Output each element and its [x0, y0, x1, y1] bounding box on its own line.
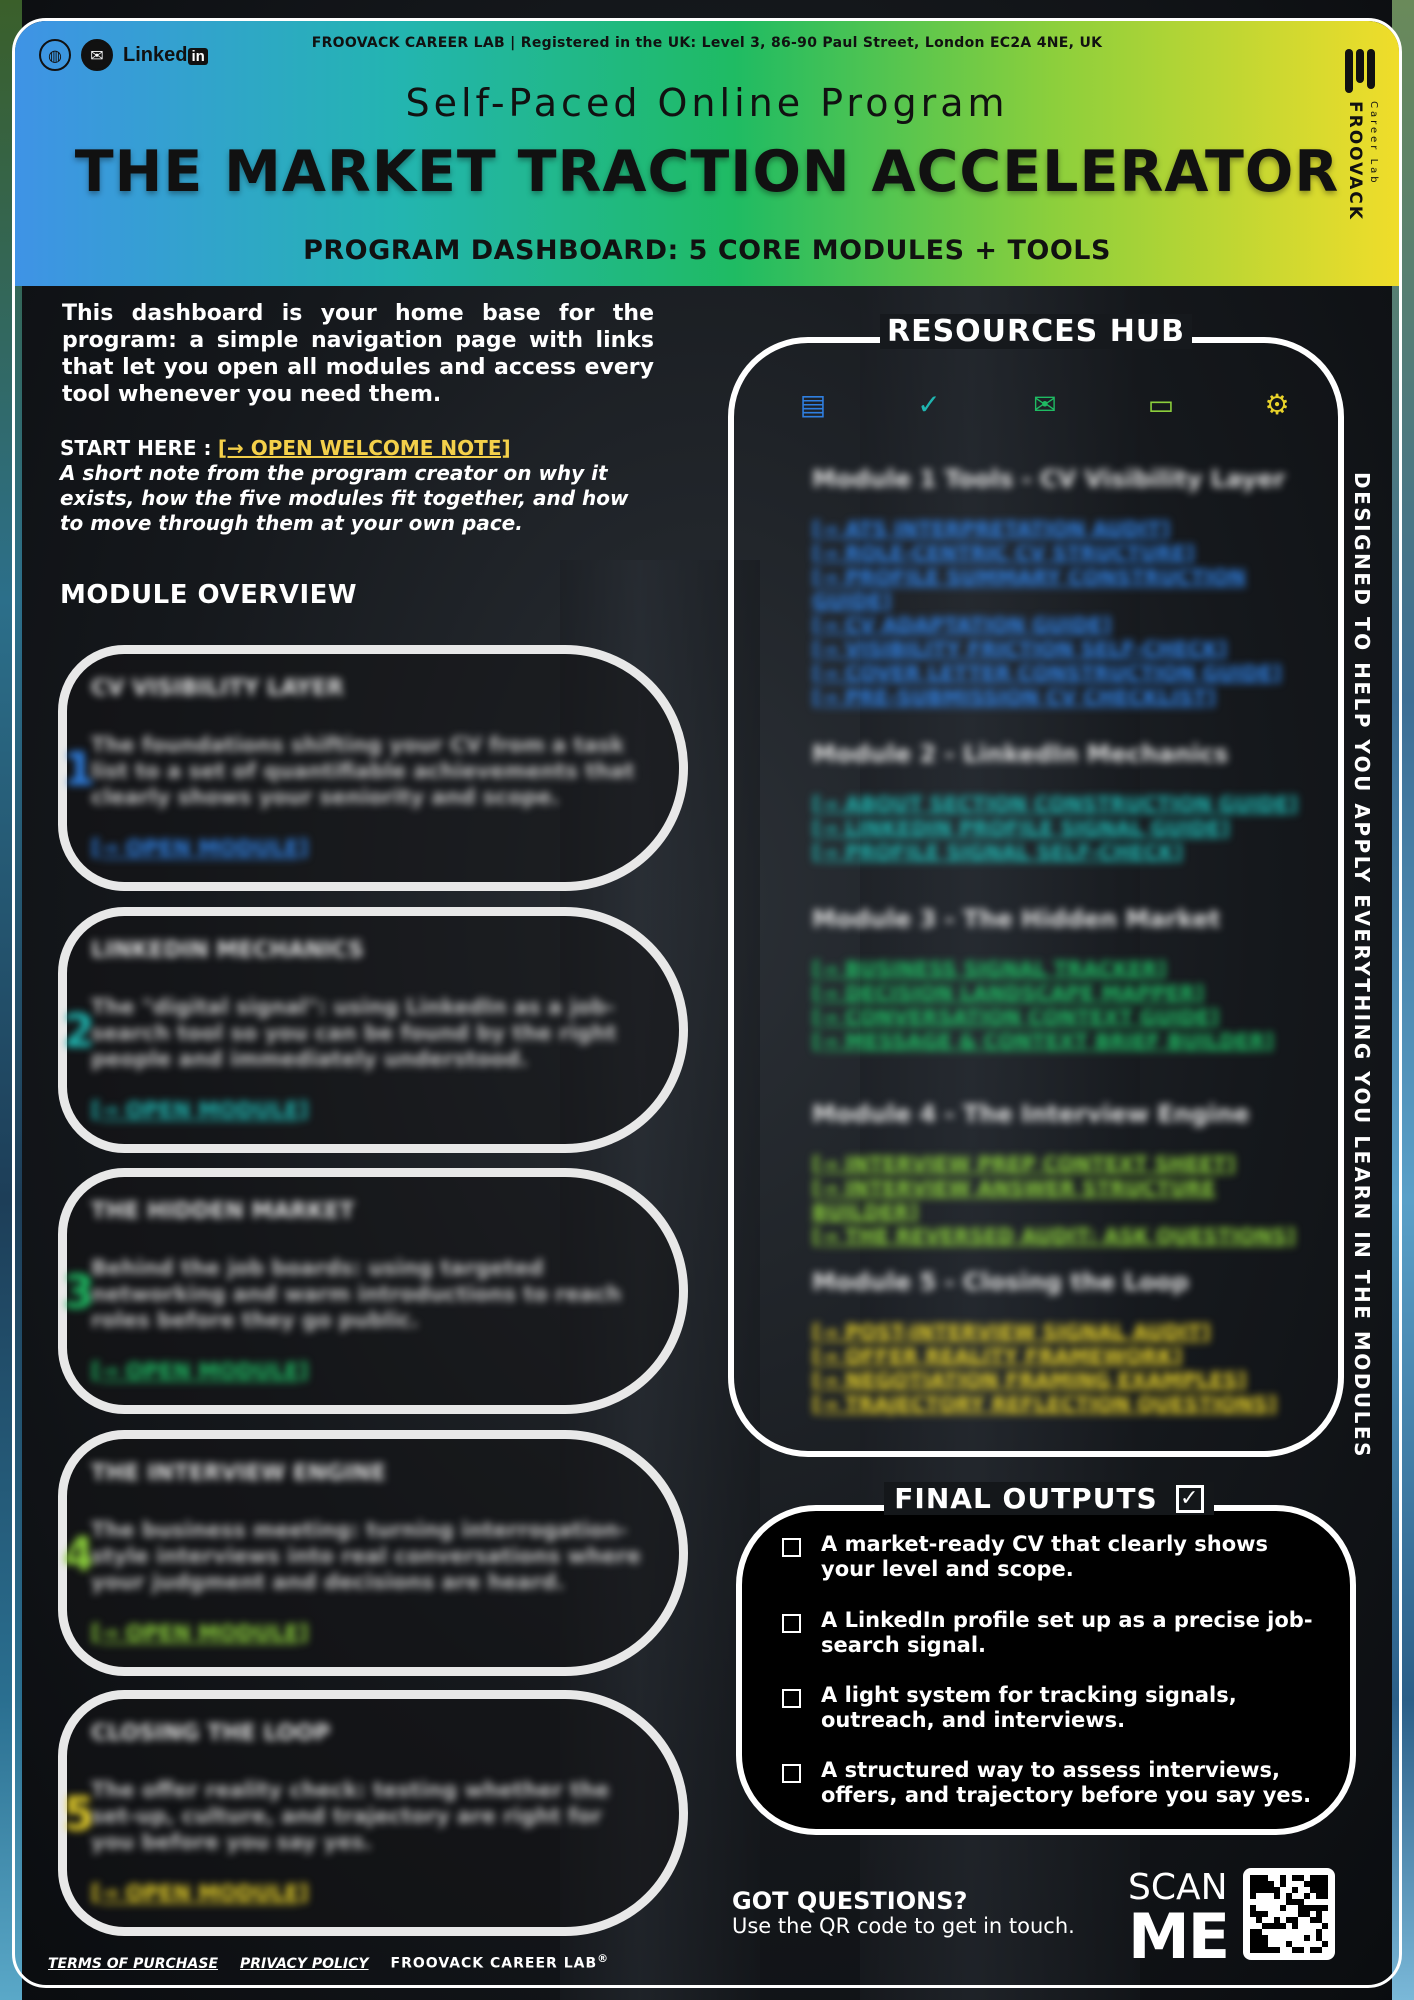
open-module-link[interactable]: [→ OPEN MODULE]: [91, 1359, 309, 1383]
program-subtitle: Self-Paced Online Program: [405, 81, 1009, 125]
footer-brand-name: FROOVACK CAREER LAB: [390, 1955, 598, 1972]
open-module-link[interactable]: [→ OPEN MODULE]: [91, 1621, 309, 1645]
brand-logo: [1341, 49, 1385, 269]
tool-link[interactable]: [→ INTERVIEW PREP CONTEXT SHEET]: [812, 1152, 1236, 1176]
tool-link[interactable]: [→ PRE-SUBMISSION CV CHECKLIST]: [812, 685, 1216, 709]
dashboard-line: PROGRAM DASHBOARD: 5 CORE MODULES + TOOLS: [303, 235, 1111, 266]
tool-link[interactable]: [→ TRAJECTORY REFLECTION QUESTIONS]: [812, 1392, 1277, 1416]
checkbox[interactable]: [782, 1764, 801, 1783]
module-description: The business meeting: turning interrogation-style interviews into real conversations where your judgment and decisions are heard.: [91, 1518, 641, 1594]
tool-link[interactable]: [→ OFFER REALITY FRAMEWORK]: [812, 1344, 1183, 1368]
browser-icon: ▭: [1147, 387, 1175, 421]
start-label: START HERE :: [60, 436, 212, 460]
module-title: CLOSING THE LOOP: [91, 1721, 331, 1746]
welcome-note-link[interactable]: [→ OPEN WELCOME NOTE]: [217, 436, 511, 460]
registered-mark: ®: [597, 1952, 610, 1965]
module-number: 5: [63, 1787, 96, 1841]
tool-link[interactable]: [→ BUSINESS SIGNAL TRACKER]: [812, 957, 1167, 981]
intro-text: This dashboard is your home base for the program: a simple navigation page with links that let you open all modules and access every tool whenever you need them.: [62, 301, 654, 407]
module-title: THE HIDDEN MARKET: [91, 1199, 355, 1224]
gear-dollar-icon: ⚙: [1264, 387, 1290, 421]
final-output-item: [782, 1683, 1322, 1733]
start-here: [60, 436, 654, 536]
linkedin-icon: in: [188, 48, 207, 65]
open-module-link[interactable]: [→ OPEN MODULE]: [91, 1881, 309, 1905]
tool-link[interactable]: [→ DECISION LANDSCAPE MAPPER]: [812, 981, 1205, 1005]
footer: [48, 1952, 609, 1972]
tool-group-title: Module 4 - The Interview Engine: [812, 1100, 1250, 1128]
tool-link[interactable]: [→ COVER LETTER CONSTRUCTION GUIDE]: [812, 661, 1282, 685]
final-output-text: A structured way to assess interviews, offers, and trajectory before you say yes.: [821, 1758, 1312, 1807]
module-card: [58, 1690, 688, 1936]
final-output-text: A LinkedIn profile set up as a precise job-search signal.: [821, 1608, 1313, 1657]
checkbox[interactable]: [782, 1538, 801, 1557]
tool-group: [812, 1100, 1312, 1248]
module-title: THE INTERVIEW ENGINE: [91, 1461, 386, 1486]
module-overview-title: MODULE OVERVIEW: [60, 580, 358, 610]
tool-link[interactable]: [→ ROLE-CENTRIC CV STRUCTURE]: [812, 541, 1195, 565]
tool-group: [812, 1268, 1312, 1416]
final-output-item: [782, 1758, 1322, 1808]
tool-group-title: Module 1 Tools - CV Visibility Layer: [812, 465, 1286, 493]
side-tagline: DESIGNED TO HELP YOU APPLY EVERYTHING YOU LEARN IN THE MODULES: [1350, 472, 1374, 1459]
questions-title: GOT QUESTIONS?: [732, 1887, 968, 1915]
me-text: ME: [1128, 1900, 1229, 1973]
globe-icon[interactable]: ◍: [39, 39, 71, 71]
module-description: The "digital signal": using LinkedIn as a job-search tool so you can be found by the right people and immediately understood.: [91, 995, 617, 1071]
module-card: [58, 907, 688, 1153]
module-title: CV VISIBILITY LAYER: [91, 676, 344, 701]
module-number: 1: [63, 742, 96, 796]
tool-link[interactable]: [→ MESSAGE & CONTEXT BRIEF BUILDER]: [812, 1029, 1274, 1053]
module-number: 2: [63, 1004, 96, 1058]
module-card: [58, 1430, 688, 1676]
module-title: LINKEDIN MECHANICS: [91, 938, 364, 963]
qr-code[interactable]: [1243, 1868, 1335, 1960]
tool-link[interactable]: [→ THE REVERSED AUDIT: ASK QUESTIONS]: [812, 1224, 1296, 1248]
tool-link[interactable]: [→ INTERVIEW ANSWER STRUCTURE BUILDER]: [812, 1176, 1216, 1224]
program-title: THE MARKET TRACTION ACCELERATOR: [74, 139, 1340, 205]
module-card: [58, 645, 688, 891]
tool-group: [812, 465, 1312, 709]
brand-name: FROOVACK: [1345, 101, 1365, 221]
cv-icon: ▤: [799, 387, 827, 421]
start-description: A short note from the program creator on why it exists, how the five modules fit together, and how to move through them at your own pace.: [60, 461, 629, 535]
tool-link[interactable]: [→ PROFILE SUMMARY CONSTRUCTION GUIDE]: [812, 565, 1246, 613]
module-number: 3: [63, 1265, 96, 1319]
module-description: Behind the job boards: using targeted networking and warm introductions to reach roles before they go public.: [91, 1256, 622, 1332]
terms-link[interactable]: TERMS OF PURCHASE: [48, 1955, 219, 1972]
resources-hub-icons: [795, 386, 1295, 422]
final-output-text: A light system for tracking signals, outreach, and interviews.: [821, 1683, 1237, 1732]
open-module-link[interactable]: [→ OPEN MODULE]: [91, 836, 309, 860]
tool-link[interactable]: [→ CONVERSATION CONTEXT GUIDE]: [812, 1005, 1220, 1029]
brand-tagline: Career Lab: [1368, 101, 1379, 186]
tool-link[interactable]: [→ PROFILE SIGNAL SELF-CHECK]: [812, 840, 1184, 864]
tool-group-title: Module 2 - LinkedIn Mechanics: [812, 740, 1229, 768]
final-outputs-label: FINAL OUTPUTS: [894, 1482, 1158, 1515]
module-description: The offer reality check: testing whether the set-up, culture, and trajectory are right for you before you say yes.: [91, 1778, 610, 1854]
final-output-text: A market-ready CV that clearly shows your level and scope.: [821, 1532, 1269, 1581]
scan-text: SCAN: [1128, 1867, 1228, 1908]
tool-group: [812, 740, 1312, 864]
checkbox[interactable]: [782, 1614, 801, 1633]
checkbox-checked-icon: ✓: [1176, 1485, 1204, 1513]
froovack-logo-icon: [1345, 49, 1379, 93]
tool-group-title: Module 3 - The Hidden Market: [812, 905, 1221, 933]
tool-link[interactable]: [→ LINKEDIN PROFILE SIGNAL GUIDE]: [812, 816, 1230, 840]
resources-hub-title: RESOURCES HUB: [880, 314, 1192, 349]
checkbox[interactable]: [782, 1689, 801, 1708]
final-output-item: [782, 1532, 1322, 1582]
final-output-item: [782, 1608, 1322, 1658]
privacy-link[interactable]: PRIVACY POLICY: [240, 1955, 369, 1972]
registration-line: FROOVACK CAREER LAB | Registered in the UK: Level 3, 86-90 Paul Street, London EC2A 4NE, UK: [311, 35, 1103, 51]
checkmark-icon: ✓: [917, 387, 941, 421]
open-module-link[interactable]: [→ OPEN MODULE]: [91, 1098, 309, 1122]
footer-brand: [391, 1952, 610, 1972]
qr-code-pattern: [1250, 1875, 1328, 1953]
tool-link[interactable]: [→ ATS INTERPRETATION AUDIT]: [812, 517, 1171, 541]
final-outputs-title: [884, 1482, 1214, 1515]
email-icon[interactable]: ✉: [81, 39, 113, 71]
tool-link[interactable]: [→ CV ADAPTATION GUIDE]: [812, 613, 1112, 637]
module-card: [58, 1168, 688, 1414]
questions-subtitle: Use the QR code to get in touch.: [732, 1914, 1075, 1938]
tool-link[interactable]: [→ VISIBILITY FRICTION SELF-CHECK]: [812, 637, 1228, 661]
scan-me-label: [1128, 1867, 1240, 1973]
tool-link[interactable]: [→ POST-INTERVIEW SIGNAL AUDIT]: [812, 1320, 1211, 1344]
module-description: The foundations shifting your CV from a task list to a set of quantifiable achievements that clearly shows your seniority and scope.: [91, 733, 635, 809]
tool-group-title: Module 5 - Closing the Loop: [812, 1268, 1189, 1296]
tool-link[interactable]: [→ ABOUT SECTION CONSTRUCTION GUIDE]: [812, 792, 1299, 816]
module-number: 4: [63, 1527, 96, 1581]
tool-group: [812, 905, 1312, 1053]
linkedin-label: Linked: [123, 43, 188, 66]
header-banner: [15, 21, 1399, 286]
envelope-icon: ✉: [1033, 387, 1057, 421]
tool-link[interactable]: [→ NEGOTIATION FRAMING EXAMPLES]: [812, 1368, 1247, 1392]
